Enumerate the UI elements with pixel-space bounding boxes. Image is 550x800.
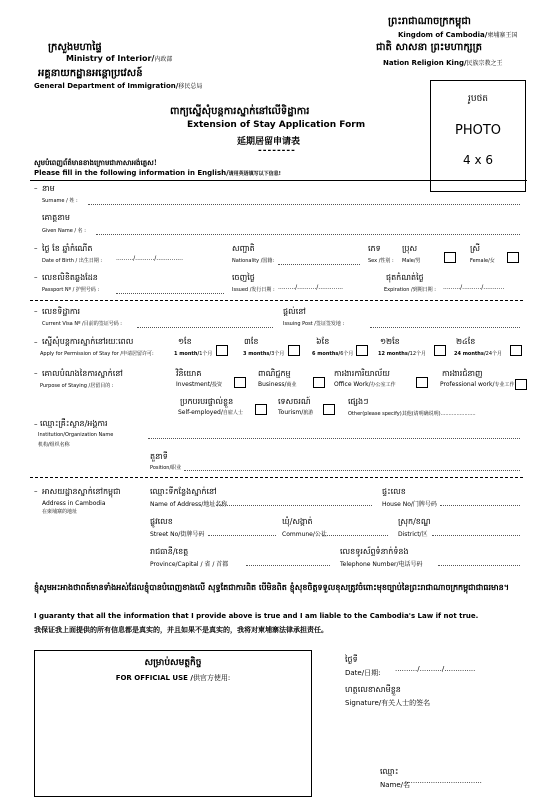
nationality-field[interactable] bbox=[278, 264, 360, 265]
purpose-kh: ផ្សេងៗ bbox=[348, 397, 369, 406]
divider-top bbox=[30, 180, 527, 181]
purpose-label: Professional work/专业工作 bbox=[440, 381, 515, 388]
district-kh: ស្រុក/ខណ្ឌ bbox=[398, 517, 431, 526]
period-checkbox-12[interactable] bbox=[434, 345, 446, 356]
divider-2 bbox=[30, 477, 523, 478]
purpose-kh: ការងារការិយាល័យ bbox=[334, 369, 390, 378]
period-kh: ១២ខែ bbox=[380, 337, 400, 346]
issued-kh: ចេញថ្ងៃ bbox=[232, 273, 255, 282]
street-kh: ផ្លូវលេខ bbox=[150, 517, 173, 526]
visa-field[interactable] bbox=[137, 327, 273, 328]
purpose-kh: ពាណិជ្ជកម្ម bbox=[258, 369, 291, 378]
official-use-box bbox=[34, 650, 312, 797]
house-field[interactable] bbox=[440, 505, 520, 506]
title-dashes: -------- bbox=[258, 146, 296, 156]
sex-label: Sex /性别 : bbox=[368, 258, 394, 264]
sex-kh: ភេទ bbox=[368, 244, 381, 253]
commune-field[interactable] bbox=[322, 535, 388, 536]
district-label: District/区 bbox=[398, 531, 428, 538]
house-kh: ផ្ទះលេខ bbox=[382, 487, 406, 496]
expiry-kh: ផុតកំណត់ថ្ងៃ bbox=[386, 273, 424, 282]
name-label: Name/名 bbox=[380, 781, 411, 789]
period-checkbox-3[interactable] bbox=[288, 345, 300, 356]
expiry-field[interactable]: ........./........../........... bbox=[443, 284, 505, 291]
period-checkbox-6[interactable] bbox=[356, 345, 368, 356]
institution-label: Institution/Organization Name bbox=[38, 432, 114, 438]
date-kh: ថ្ងៃទី bbox=[345, 655, 358, 664]
position-label: Position/职业 bbox=[150, 465, 182, 471]
purpose-checkbox-business[interactable] bbox=[313, 377, 325, 388]
period-label: 3 months/3个月 bbox=[243, 351, 285, 357]
purpose-label: Investment/投资 bbox=[176, 381, 223, 388]
issuing-post-label: Issuing Post /签证签发地 : bbox=[283, 321, 345, 327]
expiry-label: Expiration /到期日期 : bbox=[384, 287, 436, 293]
male-label: Male/男 bbox=[402, 258, 421, 264]
position-field[interactable] bbox=[184, 470, 520, 471]
photo-label-kh: រូបថត bbox=[468, 94, 488, 104]
period-kh: ៦ខែ bbox=[316, 337, 330, 346]
surname-kh: នាម bbox=[42, 184, 55, 193]
instructions-en: Please fill in the following information in English/请用英语填写以下信息! bbox=[34, 169, 281, 177]
issuing-post-field[interactable] bbox=[370, 327, 520, 328]
purpose-checkbox-office[interactable] bbox=[416, 377, 428, 388]
official-use-label: FOR OFFICIAL USE /供官方使用: bbox=[115, 674, 231, 682]
visa-label: Current Visa Nº /目前的签证号码 : bbox=[42, 321, 122, 327]
purpose-kh: ការងារជំនាញ bbox=[442, 369, 483, 378]
signature-label: Signature/有关人士的签名 bbox=[345, 699, 431, 707]
female-checkbox[interactable] bbox=[507, 252, 519, 263]
ministry-kh: ក្រសួងមហាផ្ទៃ bbox=[48, 42, 102, 53]
kingdom-en: Kingdom of Cambodia/柬埔寨王国 bbox=[398, 31, 518, 39]
guarantee-kh: ខ្ញុំសូមអះអាងថាពត៍មានទាំងអស់ដែលខ្ញុំបានបំពេញខាងលើ សុទ្ធតែជាការពិត បើមិនពិត ខ្ញុំសុខចិត្តទទួលខុសត្រូវចំពោះមុខច្បាប់នៃព្រះរាជាណាចក្រកម្ពុជាជាធរមាន។ bbox=[34, 582, 509, 592]
visa-kh: លេខទិដ្ឋាការ bbox=[42, 307, 81, 316]
institution-label-cn: 机构/组织名称 bbox=[38, 442, 70, 448]
address-label: Address in Cambodia bbox=[42, 500, 106, 507]
issued-field[interactable]: ........./........../............. bbox=[278, 284, 344, 291]
province-field[interactable] bbox=[246, 565, 330, 566]
female-kh: ស្រី bbox=[470, 244, 480, 253]
date-label: Date/日期: bbox=[345, 669, 381, 677]
commune-kh: ឃុំ/សង្កាត់ bbox=[282, 517, 313, 526]
stay-label: Apply for Permission of Stay for /申请居留许可: bbox=[40, 351, 154, 357]
nationality-label: Nationality /国籍: bbox=[232, 258, 275, 264]
purpose-label: Purpose of Staying /居留目的 : bbox=[40, 383, 114, 389]
motto-kh: ជាតិ សាសនា ព្រះមហាក្សត្រ bbox=[376, 42, 482, 53]
purpose-label: Business/商业 bbox=[258, 381, 297, 388]
kingdom-kh: ព្រះរាជាណាចក្រកម្ពុជា bbox=[388, 16, 471, 27]
purpose-kh: ប្រកបរបរផ្ទាល់ខ្លួន bbox=[180, 397, 234, 406]
given-name-label: Given Name / 名 : bbox=[42, 228, 86, 234]
commune-label: Commune/公社 bbox=[282, 531, 327, 538]
phone-field[interactable] bbox=[438, 565, 520, 566]
purpose-label: Office Work/办公室工作 bbox=[334, 381, 396, 388]
period-checkbox-1[interactable] bbox=[216, 345, 228, 356]
issuing-post-kh: ផ្តល់នៅ bbox=[283, 307, 306, 316]
department-kh: អគ្គនាយកដ្ឋានអន្តោប្រវេសន៍ bbox=[38, 68, 143, 79]
dob-label: Date of Birth / 出生日期 : bbox=[42, 258, 103, 264]
photo-box bbox=[430, 80, 526, 192]
purpose-kh: គោលបំណងនៃការស្នាក់នៅ bbox=[42, 369, 123, 378]
province-kh: រាជធានី/ខេត្ត bbox=[150, 547, 189, 556]
purpose-checkbox-investment[interactable] bbox=[234, 377, 246, 388]
province-label: Province/Capital / 省 / 首都 bbox=[150, 561, 229, 568]
address-name-field[interactable] bbox=[216, 505, 372, 506]
photo-size: 4 x 6 bbox=[463, 153, 493, 167]
period-kh: ៣ខែ bbox=[244, 337, 259, 346]
position-kh: តួនាទី bbox=[150, 452, 168, 461]
dob-kh: ថ្ងៃ ខែ ឆ្នាំកំណើត bbox=[42, 244, 93, 253]
dob-field[interactable]: ........./........../.............. bbox=[116, 255, 183, 262]
official-use-kh: សម្រាប់សមត្ថកិច្ច bbox=[144, 658, 202, 668]
district-field[interactable] bbox=[432, 535, 520, 536]
male-kh: ប្រុស bbox=[402, 244, 418, 253]
street-label: Street No/街牌号码 bbox=[150, 531, 205, 538]
stay-kh: ស្នើសុំបន្តការស្នាក់នៅរយៈពេល bbox=[42, 337, 134, 346]
date-field[interactable]: ........../........../.............. bbox=[395, 665, 476, 673]
purpose-checkbox-tourism[interactable] bbox=[323, 404, 335, 415]
address-name-label: Name of Address/地址名称 bbox=[150, 501, 228, 508]
phone-label: Telephone Number/电话号码 bbox=[340, 561, 423, 568]
name-kh: ឈ្មោះ bbox=[380, 767, 399, 776]
address-kh: អាសយដ្ឋានស្នាក់នៅកម្ពុជា bbox=[42, 487, 121, 496]
period-label: 6 months/6个月 bbox=[312, 351, 354, 357]
address-name-kh: ឈ្មោះទីកន្លែងស្នាក់នៅ bbox=[150, 487, 217, 496]
period-label: 1 month/1个月 bbox=[174, 351, 213, 357]
title-en: Extension of Stay Application Form bbox=[187, 120, 366, 130]
institution-field[interactable] bbox=[148, 438, 520, 439]
department-en: General Department of Immigration/移民总局 bbox=[34, 82, 203, 90]
ministry-en: Ministry of Interior/内政部 bbox=[66, 54, 173, 63]
motto-en: Nation Religion King/民族宗教之王 bbox=[383, 59, 503, 67]
name-field[interactable]: ................................... bbox=[404, 777, 482, 785]
period-label: 24 months/24个月 bbox=[454, 351, 503, 357]
address-label-cn: 在柬埔寨的地址 bbox=[42, 509, 78, 515]
passport-label: Passport Nº / 护照号码 : bbox=[42, 287, 100, 293]
period-label: 12 months/12个月 bbox=[378, 351, 427, 357]
title-kh: ពាក្យស្នើសុំបន្តការស្នាក់នៅលើទិដ្ឋាការ bbox=[170, 106, 310, 117]
purpose-kh: វិនិយោគ bbox=[176, 369, 202, 378]
instructions-kh: សូមបំពេញព័ត៌មានខាងក្រោមជាភាសាអង់គ្លេស! bbox=[34, 158, 157, 167]
given-name-field[interactable] bbox=[96, 234, 520, 235]
signature-kh: ហត្ថលេខាសាមីខ្លួន bbox=[345, 685, 401, 694]
given-name-kh: គោត្តនាម bbox=[42, 213, 70, 222]
issued-label: Issued /发行日期 : bbox=[232, 287, 275, 293]
purpose-label: Self-employed/自雇人士 bbox=[178, 409, 243, 416]
title-cn: 延期居留申请表 bbox=[237, 137, 301, 147]
purpose-checkbox-professional[interactable] bbox=[515, 379, 527, 390]
purpose-label: Other(please specify)其他(请明确说明)...................... bbox=[348, 411, 476, 417]
guarantee-cn: 我保证我上面提供的所有信息都是真实的，并且如果不是真实的，我将对柬埔寨法律承担责任。 bbox=[34, 626, 328, 634]
male-checkbox[interactable] bbox=[444, 252, 456, 263]
purpose-kh: ទេសចរណ៍ bbox=[278, 397, 311, 406]
purpose-checkbox-self-employed[interactable] bbox=[255, 404, 267, 415]
period-kh: ១ខែ bbox=[178, 337, 192, 346]
period-checkbox-24[interactable] bbox=[510, 345, 522, 356]
street-field[interactable] bbox=[208, 535, 276, 536]
phone-kh: លេខទូរស័ព្ទទំនាក់ទំនង bbox=[340, 547, 409, 556]
nationality-kh: សញ្ជាតិ bbox=[232, 244, 255, 253]
purpose-label: Tourism/旅游 bbox=[278, 409, 314, 416]
female-label: Female/女 bbox=[470, 258, 495, 264]
house-label: House No/门牌号码 bbox=[382, 501, 437, 508]
passport-kh: លេខលិខិតឆ្លងដែន bbox=[42, 273, 98, 282]
passport-field[interactable] bbox=[116, 293, 224, 294]
surname-label: Surname / 姓 : bbox=[42, 198, 78, 204]
period-kh: ២៤ខែ bbox=[456, 337, 476, 346]
institution-kh: ឈ្មោះគ្រឹះស្ថាន/អង្គការ bbox=[40, 419, 108, 428]
guarantee-en: I guaranty that all the information that I provide above is true and I am liable to the Cambodia's Law if not true. bbox=[34, 612, 479, 620]
photo-label: PHOTO bbox=[454, 123, 502, 138]
surname-field[interactable] bbox=[88, 204, 520, 205]
divider-1 bbox=[30, 300, 523, 301]
